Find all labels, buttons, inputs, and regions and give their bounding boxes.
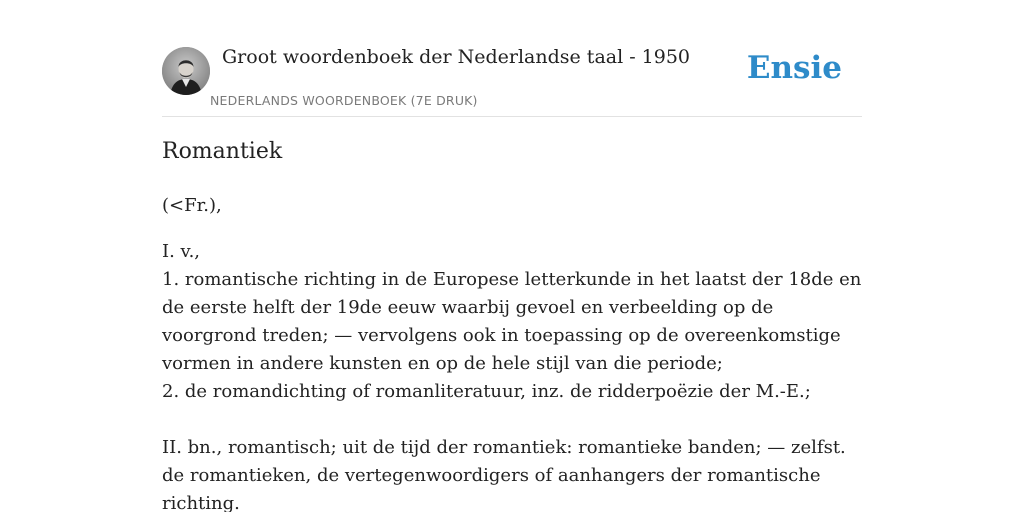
sense-two: 2. de romandichting of romanliteratuur, inz. de ridderpoëzie der M.-E.; [162, 381, 811, 402]
headword: Romantiek [162, 139, 283, 164]
etymology: (<Fr.), [162, 195, 222, 216]
ensie-logo[interactable]: Ensie [746, 50, 842, 86]
part-two: II. bn., romantisch; uit de tijd der romantiek: romantieke banden; — zelfst. de romantieken, de vertegenwoordigers of aanhangers der romantische richting. [162, 437, 846, 512]
book-subtitle: NEDERLANDS WOORDENBOEK (7E DRUK) [210, 93, 478, 108]
portrait-avatar-icon [162, 47, 210, 95]
sense-one: 1. romantische richting in de Europese letterkunde in het laatst der 18de en de eerste helft der 19de eeuw waarbij gevoel en verbeelding op de voorgrond treden; — vervolgens ook in toepassing op de overeenkomstige vormen in andere kunsten en op de hele stijl van die periode; [162, 269, 862, 374]
book-title[interactable]: Groot woordenboek der Nederlandse taal - 1950 [222, 46, 691, 68]
part-one-heading: I. v., [162, 241, 201, 262]
definition-body [162, 192, 867, 512]
author-avatar[interactable] [162, 47, 210, 95]
dictionary-header [162, 40, 862, 117]
